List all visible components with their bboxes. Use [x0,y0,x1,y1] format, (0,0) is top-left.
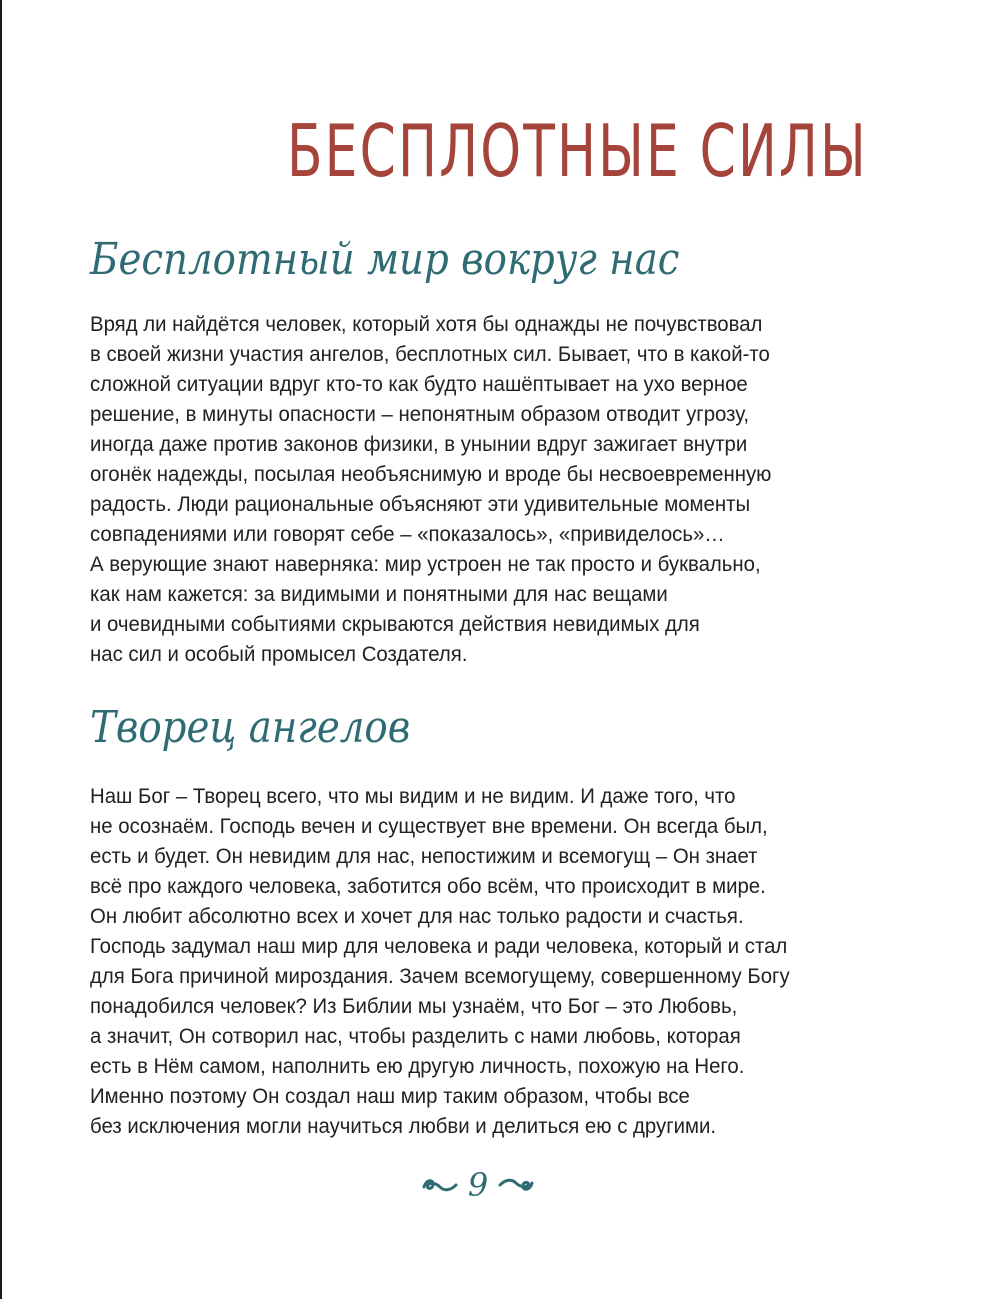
text-line: радость. Люди рациональные объясняют эти удивительные моменты [90,493,751,516]
section-heading-creator-of-angels: Творец ангелов [90,702,411,753]
text-line: решение, в минуты опасности – непонятным образом отводит угрозу, [90,403,750,426]
paragraph-incorporeal-world [90,310,880,670]
text-line: есть в Нём самом, наполнить ею другую личность, похожую на Него. [90,1055,745,1078]
text-line: без исключения могли научиться любви и делиться ею с другими. [90,1115,717,1138]
page-folio [413,1163,543,1207]
swirl-right-icon [496,1173,536,1197]
text-line: Наш Бог – Творец всего, что мы видим и не видим. И даже того, что [90,785,736,808]
page-edge-rule [0,0,2,1299]
paragraph-creator-of-angels [90,782,880,1142]
text-line: не осознаём. Господь вечен и существует вне времени. Он всегда был, [90,815,768,838]
section-heading-incorporeal-world: Бесплотный мир вокруг нас [90,234,680,285]
text-line: Именно поэтому Он создал наш мир таким образом, чтобы все [90,1085,690,1108]
text-line: сложной ситуации вдруг кто-то как будто нашёптывает на ухо верное [90,373,748,396]
text-line: понадобился человек? Из Библии мы узнаём, что Бог – это Любовь, [90,995,738,1018]
text-line: а значит, Он сотворил нас, чтобы разделить с нами любовь, которая [90,1025,741,1048]
text-line: иногда даже против законов физики, в унынии вдруг зажигает внутри [90,433,748,456]
text-line: совпадениями или говорят себе – «показалось», «привиделось»… [90,523,725,546]
text-line: огонёк надежды, посылая необъяснимую и вроде бы несвоевременную [90,463,772,486]
chapter-title: БЕСПЛОТНЫЕ СИЛЫ [286,109,868,193]
text-line: всё про каждого человека, заботится обо всём, что происходит в мире. [90,875,766,898]
text-line: нас сил и особый промысел Создателя. [90,643,468,666]
text-line: А верующие знают наверняка: мир устроен не так просто и буквально, [90,553,761,576]
text-line: Вряд ли найдётся человек, который хотя бы однажды не почувствовал [90,313,763,336]
text-line: для Бога причиной мироздания. Зачем всемогущему, совершенному Богу [90,965,790,988]
swirl-left-icon [420,1173,460,1197]
text-line: как нам кажется: за видимыми и понятными для нас вещами [90,583,668,606]
text-line: есть и будет. Он невидим для нас, непостижим и всемогущ – Он знает [90,845,758,868]
page-number: 9 [467,1166,489,1204]
text-line: Он любит абсолютно всех и хочет для нас только радости и счастья. [90,905,744,928]
text-line: и очевидными событиями скрываются действия невидимых для [90,613,700,636]
text-line: в своей жизни участия ангелов, бесплотных сил. Бывает, что в какой-то [90,343,770,366]
text-line: Господь задумал наш мир для человека и ради человека, который и стал [90,935,788,958]
